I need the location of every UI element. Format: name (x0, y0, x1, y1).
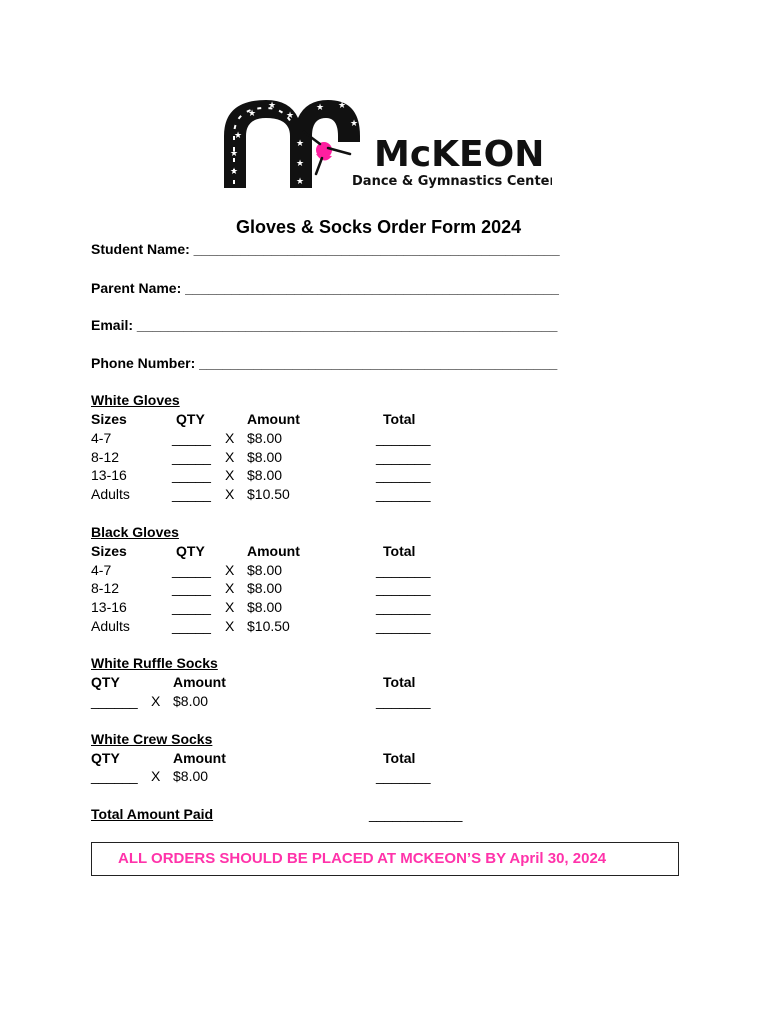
size-cell: 4-7 (91, 562, 112, 578)
svg-text:★: ★ (296, 177, 305, 187)
mckeon-logo (220, 96, 552, 192)
qty-blank[interactable]: _____ (172, 580, 211, 596)
price-cell: $8.00 (247, 580, 283, 596)
total-blank[interactable]: _______ (376, 580, 431, 596)
total-blank[interactable]: _______ (376, 768, 431, 784)
col-qty: QTY (176, 543, 205, 559)
qty-blank[interactable]: _____ (172, 562, 211, 578)
svg-text:★: ★ (350, 119, 359, 129)
white-ruffle-socks-heading: White Ruffle Socks (91, 655, 218, 671)
price-cell: $8.00 (173, 768, 209, 784)
price-cell: $8.00 (247, 430, 283, 446)
col-qty: QTY (91, 674, 120, 690)
total-blank[interactable]: _______ (376, 467, 431, 483)
price-cell: $8.00 (247, 562, 283, 578)
col-total: Total (383, 750, 416, 766)
col-total: Total (383, 543, 416, 559)
times-sign: X (151, 693, 161, 709)
price-cell: $10.50 (247, 486, 290, 502)
col-qty: QTY (91, 750, 120, 766)
qty-blank[interactable]: _____ (172, 599, 211, 615)
total-blank[interactable]: _______ (376, 486, 431, 502)
total-blank[interactable]: _______ (376, 599, 431, 615)
col-qty: QTY (176, 411, 205, 427)
logo-wordmark: McKEON (374, 134, 545, 175)
times-sign: X (225, 449, 235, 465)
col-sizes: Sizes (91, 543, 127, 559)
white-crew-socks-heading: White Crew Socks (91, 731, 213, 747)
total-blank[interactable]: _______ (376, 693, 431, 709)
parent-name-field[interactable]: Parent Name: ________________________________________________ (91, 280, 559, 296)
svg-text:★: ★ (268, 101, 277, 111)
qty-blank[interactable]: _____ (172, 618, 211, 634)
times-sign: X (151, 768, 161, 784)
col-sizes: Sizes (91, 411, 127, 427)
col-amount: Amount (247, 411, 300, 427)
total-blank[interactable]: _______ (376, 562, 431, 578)
svg-text:★: ★ (248, 109, 257, 119)
arch-stars-gymnast-icon (220, 96, 552, 192)
price-cell: $8.00 (247, 449, 283, 465)
phone-number-field[interactable]: Phone Number: ______________________________________________ (91, 355, 558, 371)
svg-text:★: ★ (338, 101, 347, 111)
student-name-field[interactable]: Student Name: _______________________________________________ (91, 241, 560, 257)
qty-blank[interactable]: _____ (172, 430, 211, 446)
page-title: Gloves & Socks Order Form 2024 (236, 217, 522, 237)
svg-text:★: ★ (296, 139, 305, 149)
svg-text:★: ★ (230, 167, 239, 177)
price-cell: $10.50 (247, 618, 290, 634)
white-gloves-heading: White Gloves (91, 392, 180, 408)
total-blank[interactable]: _______ (376, 449, 431, 465)
size-cell: 13-16 (91, 599, 127, 615)
email-field[interactable]: Email: ______________________________________________________ (91, 317, 558, 333)
size-cell: 8-12 (91, 580, 120, 596)
qty-blank[interactable]: _____ (172, 449, 211, 465)
col-amount: Amount (173, 674, 226, 690)
black-gloves-heading: Black Gloves (91, 524, 179, 540)
size-cell: 13-16 (91, 467, 127, 483)
size-cell: 4-7 (91, 430, 112, 446)
price-cell: $8.00 (173, 693, 209, 709)
times-sign: X (225, 599, 235, 615)
col-amount: Amount (173, 750, 226, 766)
qty-blank[interactable]: ______ (91, 768, 138, 784)
qty-blank[interactable]: _____ (172, 486, 211, 502)
svg-text:★: ★ (296, 159, 305, 169)
times-sign: X (225, 486, 235, 502)
total-amount-paid-label: Total Amount Paid (91, 806, 214, 822)
total-blank[interactable]: _______ (376, 430, 431, 446)
qty-blank[interactable]: _____ (172, 467, 211, 483)
total-amount-paid-blank[interactable]: ____________ (369, 806, 463, 822)
logo-subtitle: Dance & Gymnastics Center (352, 174, 552, 189)
times-sign: X (225, 467, 235, 483)
col-amount: Amount (247, 543, 300, 559)
price-cell: $8.00 (247, 599, 283, 615)
size-cell: Adults (91, 618, 130, 634)
qty-blank[interactable]: ______ (91, 693, 138, 709)
times-sign: X (225, 580, 235, 596)
col-total: Total (383, 674, 416, 690)
size-cell: Adults (91, 486, 130, 502)
svg-text:★: ★ (316, 103, 325, 113)
svg-text:★: ★ (234, 131, 243, 141)
price-cell: $8.00 (247, 467, 283, 483)
times-sign: X (225, 618, 235, 634)
times-sign: X (225, 430, 235, 446)
svg-text:★: ★ (286, 111, 295, 121)
deadline-notice: ALL ORDERS SHOULD BE PLACED AT MCKEON’S BY April 30, 2024 (118, 850, 607, 867)
total-blank[interactable]: _______ (376, 618, 431, 634)
size-cell: 8-12 (91, 449, 120, 465)
svg-text:★: ★ (230, 149, 239, 159)
col-total: Total (383, 411, 416, 427)
times-sign: X (225, 562, 235, 578)
